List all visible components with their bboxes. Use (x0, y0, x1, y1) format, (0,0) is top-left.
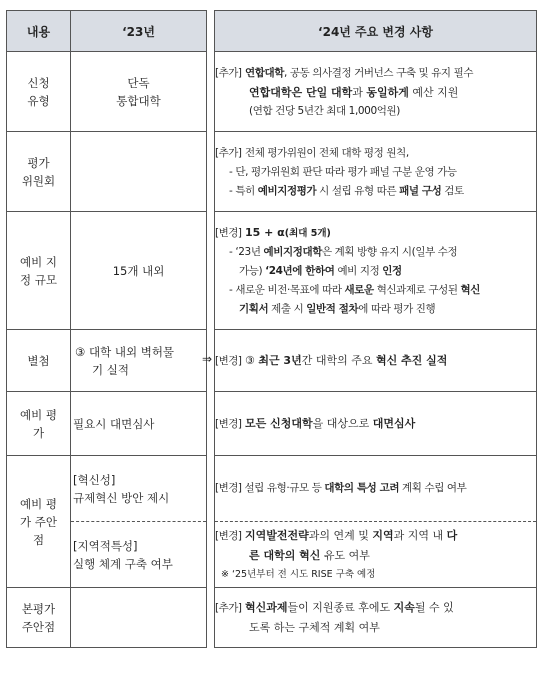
tag-add: [추가] (215, 602, 242, 614)
row-label-attachment: 별첨 (7, 330, 71, 392)
header-2023: ‘23년 (71, 11, 207, 52)
tag-change: [변경] (215, 482, 242, 494)
tag-change: [변경] (215, 417, 242, 430)
cell-2023-attachment: ③ 대학 내외 벽허물 기 실적 (71, 330, 207, 392)
cell-2023-innovation: [혁신성] 규제혁신 방안 제시 (71, 456, 207, 522)
row-label-preliminary-eval: 예비 평 가 (7, 392, 71, 456)
cell-2023-regional: [지역적특성] 실행 체계 구축 여부 (71, 522, 207, 588)
cell-2023-main-eval-focus (71, 588, 207, 648)
cell-2023-designation-scale: 15개 내외 (71, 212, 207, 330)
cell-2023-application-type: 단독 통합대학 (71, 52, 207, 132)
tag-change: [변경] (215, 529, 242, 542)
header-2024-changes: ‘24년 주요 변경 사항 (215, 11, 537, 52)
tag-add: [추가] (215, 146, 242, 159)
tag-change: [변경] (215, 226, 242, 239)
change-attachment: [변경] ③ 최근 3년간 대학의 주요 혁신 추진 실적 (215, 330, 537, 392)
change-preliminary-eval: [변경] 모든 신청대학을 대상으로 대면심사 (215, 392, 537, 456)
row-label-preliminary-focus: 예비 평 가 주안 점 (7, 456, 71, 588)
change-application-type: [추가] 연합대학, 공동 의사결정 거버넌스 구축 및 유지 필수 연합대학은 단일 대학과 동일하게 예산 지원 (연합 건당 5년간 최대 1,000억원) (215, 52, 537, 132)
change-designation-scale: [변경] 15 + α(최대 5개) - ‘23년 예비지정대학은 계획 방향 유지 시(일부 수정 가능) ‘24년에 한하여 예비 지정 인정 - 새로운 비전·목표에 따라 새로운 혁신과제로 구성된 혁신 기획서 제출 시 일반적 절차에 따라 평가 진행 (215, 212, 537, 330)
cell-2023-preliminary-eval: 필요시 대면심사 (71, 392, 207, 456)
arrow-icon: ⇒ (201, 352, 213, 366)
rise-note: ※ ‘25년부터 전 시도 RISE 구축 예정 (221, 568, 376, 580)
change-committee: [추가] 전체 평가위원이 전체 대학 평정 원칙, - 단, 평가위원회 판단 따라 평가 패널 구분 운영 가능 - 특히 예비지정평가 시 설립 유형 따른 패널 구성 검토 (215, 132, 537, 212)
change-main-eval-focus: [추가] 혁신과제들이 지원종료 후에도 지속될 수 있 도록 하는 구체적 계획 여부 (215, 588, 537, 648)
header-content: 내용 (7, 11, 71, 52)
left-comparison-table (6, 10, 207, 648)
right-changes-table (214, 10, 537, 648)
change-institution-characteristics: [변경] 설립 유형·규모 등 대학의 특성 고려 계획 수립 여부 (215, 456, 537, 522)
tag-add: [추가] (215, 66, 242, 79)
change-regional-linkage: [변경] 지역발전전략과의 연계 및 지역과 지역 내 다 른 대학의 혁신 유도 여부 ※ ‘25년부터 전 시도 RISE 구축 예정 (215, 522, 537, 588)
row-label-committee: 평가 위원회 (7, 132, 71, 212)
row-label-designation-scale: 예비 지 정 규모 (7, 212, 71, 330)
row-label-main-eval-focus: 본평가 주안점 (7, 588, 71, 648)
row-label-application-type: 신청 유형 (7, 52, 71, 132)
cell-2023-committee (71, 132, 207, 212)
tag-change: [변경] (215, 354, 242, 367)
